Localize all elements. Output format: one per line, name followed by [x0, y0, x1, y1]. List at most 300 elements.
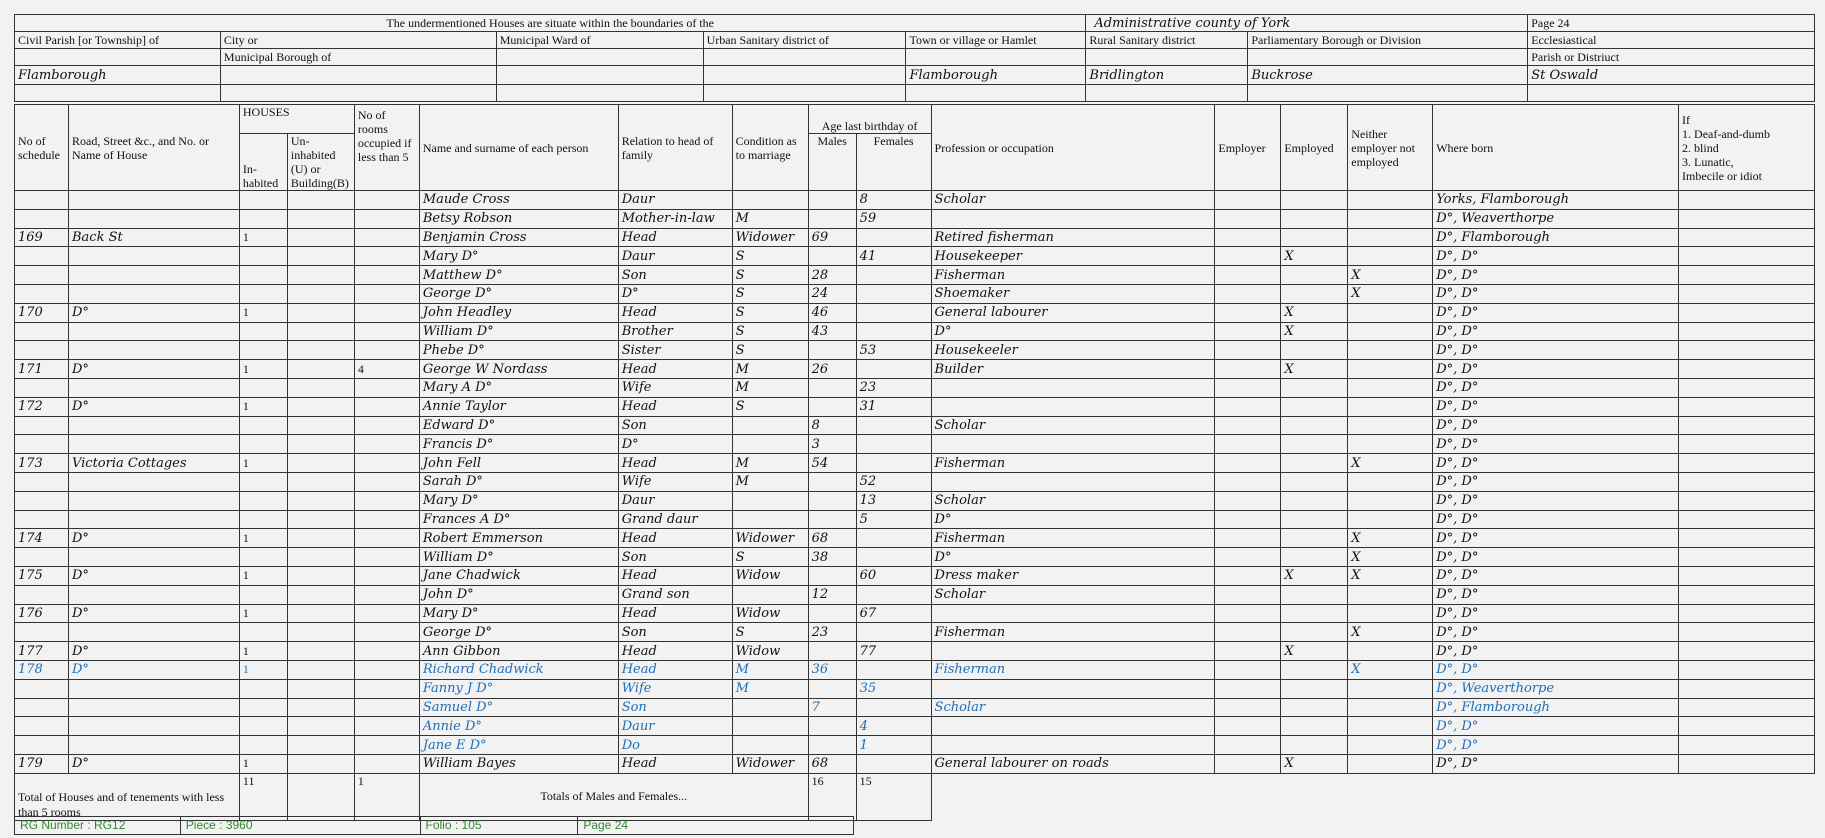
cell-inhabited: 1 — [239, 454, 287, 473]
cell-males: 26 — [808, 360, 856, 379]
cell-employed — [1281, 378, 1348, 397]
table-row — [15, 266, 1815, 285]
cell-males: 28 — [808, 266, 856, 285]
cell-uninhabited — [287, 284, 354, 303]
census-sheet — [14, 14, 1815, 821]
cell-rooms — [354, 679, 419, 698]
cell-rooms — [354, 284, 419, 303]
cell-males — [808, 397, 856, 416]
cell-rooms — [354, 642, 419, 661]
cell-occupation: D° — [931, 322, 1215, 341]
cell-road: D° — [68, 360, 239, 379]
cell-employed — [1281, 510, 1348, 529]
table-row — [15, 736, 1815, 755]
cell-relation: Son — [618, 698, 732, 717]
cell-condition: M — [732, 378, 808, 397]
cell-road: D° — [68, 604, 239, 623]
cell-birthplace: D°, D° — [1433, 472, 1679, 491]
cell-birthplace: D°, D° — [1433, 247, 1679, 266]
cell-schedule: 177 — [15, 642, 69, 661]
cell-condition: S — [732, 623, 808, 642]
table-row — [15, 566, 1815, 585]
cell-road: Back St — [68, 228, 239, 247]
cell-birthplace: D°, D° — [1433, 623, 1679, 642]
cell-rooms — [354, 736, 419, 755]
cell-rooms — [354, 585, 419, 604]
cell-neither — [1348, 698, 1433, 717]
cell-occupation: Shoemaker — [931, 284, 1215, 303]
cell-infirmity — [1679, 660, 1815, 679]
cell-inhabited — [239, 510, 287, 529]
cell-schedule — [15, 322, 69, 341]
cell-occupation: Scholar — [931, 698, 1215, 717]
cell-name: Mary D° — [419, 491, 618, 510]
cell-neither — [1348, 247, 1433, 266]
cell-occupation: D° — [931, 548, 1215, 567]
cell-occupation: Builder — [931, 360, 1215, 379]
cell-infirmity — [1679, 378, 1815, 397]
cell-neither: X — [1348, 266, 1433, 285]
cell-uninhabited — [287, 754, 354, 773]
col-employed: Employed — [1281, 105, 1348, 191]
cell-uninhabited — [287, 435, 354, 454]
cell-occupation: Fisherman — [931, 529, 1215, 548]
cell-neither — [1348, 397, 1433, 416]
table-row — [15, 548, 1815, 567]
cell-employed: X — [1281, 322, 1348, 341]
cell-infirmity — [1679, 585, 1815, 604]
cell-inhabited: 1 — [239, 228, 287, 247]
cell-schedule — [15, 472, 69, 491]
table-row — [15, 698, 1815, 717]
cell-neither — [1348, 491, 1433, 510]
cell-employer — [1215, 604, 1281, 623]
cell-males: 7 — [808, 698, 856, 717]
parish-district-label: Parish or Distriuct — [1528, 49, 1815, 66]
cell-males: 46 — [808, 303, 856, 322]
cell-neither — [1348, 360, 1433, 379]
cell-birthplace: D°, D° — [1433, 491, 1679, 510]
cell-employer — [1215, 191, 1281, 210]
cell-condition — [732, 510, 808, 529]
cell-occupation — [931, 435, 1215, 454]
cell-condition: Widower — [732, 529, 808, 548]
cell-neither — [1348, 191, 1433, 210]
cell-females: 5 — [856, 510, 931, 529]
cell-males: 68 — [808, 529, 856, 548]
totals-inhabited: 11 — [239, 773, 287, 820]
cell-infirmity — [1679, 284, 1815, 303]
col-employer: Employer — [1215, 105, 1281, 191]
cell-males — [808, 472, 856, 491]
cell-males: 43 — [808, 322, 856, 341]
cell-road: D° — [68, 660, 239, 679]
cell-males — [808, 717, 856, 736]
cell-employed — [1281, 454, 1348, 473]
cell-females: 60 — [856, 566, 931, 585]
cell-schedule — [15, 717, 69, 736]
cell-occupation — [931, 209, 1215, 228]
cell-schedule: 173 — [15, 454, 69, 473]
totals — [15, 773, 1815, 820]
table-row — [15, 623, 1815, 642]
cell-males: 23 — [808, 623, 856, 642]
cell-condition: S — [732, 266, 808, 285]
cell-relation: Daur — [618, 717, 732, 736]
cell-employed: X — [1281, 642, 1348, 661]
cell-condition: S — [732, 548, 808, 567]
cell-rooms — [354, 228, 419, 247]
cell-relation: Wife — [618, 378, 732, 397]
cell-name: William D° — [419, 322, 618, 341]
cell-uninhabited — [287, 303, 354, 322]
cell-occupation: Fisherman — [931, 266, 1215, 285]
cell-employer — [1215, 472, 1281, 491]
cell-uninhabited — [287, 717, 354, 736]
col-born: Where born — [1433, 105, 1679, 191]
totals-males: 16 — [808, 773, 856, 820]
cell-birthplace: D°, D° — [1433, 341, 1679, 360]
cell-road — [68, 491, 239, 510]
cell-females — [856, 754, 931, 773]
cell-name: William Bayes — [419, 754, 618, 773]
cell-employed — [1281, 548, 1348, 567]
cell-condition: S — [732, 341, 808, 360]
cell-employer — [1215, 397, 1281, 416]
cell-females: 13 — [856, 491, 931, 510]
footer-rg: RG Number : RG12 — [15, 817, 181, 834]
cell-relation: Wife — [618, 679, 732, 698]
cell-name: John Fell — [419, 454, 618, 473]
cell-condition — [732, 491, 808, 510]
cell-condition: S — [732, 247, 808, 266]
cell-name: Samuel D° — [419, 698, 618, 717]
cell-relation: Head — [618, 604, 732, 623]
cell-condition — [732, 435, 808, 454]
cell-condition: Widower — [732, 754, 808, 773]
cell-occupation — [931, 679, 1215, 698]
cell-inhabited — [239, 585, 287, 604]
cell-neither: X — [1348, 284, 1433, 303]
cell-males: 12 — [808, 585, 856, 604]
cell-relation: Head — [618, 566, 732, 585]
table-row — [15, 754, 1815, 773]
cell-males: 36 — [808, 660, 856, 679]
cell-infirmity — [1679, 642, 1815, 661]
cell-rooms — [354, 566, 419, 585]
town-village-label: Town or village or Hamlet — [906, 32, 1086, 49]
cell-schedule — [15, 698, 69, 717]
cell-rooms — [354, 604, 419, 623]
cell-males — [808, 736, 856, 755]
cell-occupation: Scholar — [931, 191, 1215, 210]
cell-males — [808, 566, 856, 585]
cell-employer — [1215, 642, 1281, 661]
cell-schedule — [15, 247, 69, 266]
cell-birthplace: D°, D° — [1433, 585, 1679, 604]
cell-name: John D° — [419, 585, 618, 604]
cell-rooms — [354, 322, 419, 341]
cell-relation: Head — [618, 754, 732, 773]
cell-road — [68, 191, 239, 210]
cell-infirmity — [1679, 698, 1815, 717]
cell-uninhabited — [287, 585, 354, 604]
cell-name: Fanny J D° — [419, 679, 618, 698]
cell-road — [68, 378, 239, 397]
cell-birthplace: D°, D° — [1433, 416, 1679, 435]
city-label: City or — [220, 32, 496, 49]
cell-schedule — [15, 491, 69, 510]
cell-infirmity — [1679, 397, 1815, 416]
cell-schedule — [15, 209, 69, 228]
cell-birthplace: D°, D° — [1433, 303, 1679, 322]
cell-birthplace: D°, Flamborough — [1433, 698, 1679, 717]
cell-employed — [1281, 341, 1348, 360]
cell-neither: X — [1348, 454, 1433, 473]
cell-employed — [1281, 397, 1348, 416]
cell-occupation: Housekeeler — [931, 341, 1215, 360]
rural-sanitary-label: Rural Sanitary district — [1086, 32, 1248, 49]
cell-inhabited: 1 — [239, 660, 287, 679]
cell-condition — [732, 698, 808, 717]
cell-name: Francis D° — [419, 435, 618, 454]
cell-females: 8 — [856, 191, 931, 210]
municipal-borough-label: Municipal Borough of — [220, 49, 496, 66]
col-neither: Neither employer not employed — [1348, 105, 1433, 191]
page-label: Page 24 — [1528, 15, 1815, 32]
cell-employer — [1215, 435, 1281, 454]
cell-males: 54 — [808, 454, 856, 473]
cell-road — [68, 548, 239, 567]
cell-males — [808, 679, 856, 698]
cell-uninhabited — [287, 378, 354, 397]
cell-employed: X — [1281, 303, 1348, 322]
cell-neither: X — [1348, 529, 1433, 548]
cell-inhabited — [239, 284, 287, 303]
cell-schedule: 178 — [15, 660, 69, 679]
cell-inhabited — [239, 247, 287, 266]
cell-uninhabited — [287, 191, 354, 210]
table-row — [15, 209, 1815, 228]
cell-employer — [1215, 660, 1281, 679]
cell-condition — [732, 717, 808, 736]
cell-infirmity — [1679, 736, 1815, 755]
cell-birthplace: D°, D° — [1433, 717, 1679, 736]
cell-uninhabited — [287, 679, 354, 698]
cell-relation: Sister — [618, 341, 732, 360]
cell-name: Betsy Robson — [419, 209, 618, 228]
cell-relation: Son — [618, 266, 732, 285]
cell-road — [68, 247, 239, 266]
cell-females — [856, 435, 931, 454]
cell-uninhabited — [287, 416, 354, 435]
col-houses: HOUSES — [239, 105, 354, 134]
cell-females: 53 — [856, 341, 931, 360]
cell-occupation: Dress maker — [931, 566, 1215, 585]
cell-infirmity — [1679, 416, 1815, 435]
cell-neither — [1348, 642, 1433, 661]
cell-relation: Do — [618, 736, 732, 755]
col-schedule: No of schedule — [15, 105, 69, 191]
cell-schedule: 169 — [15, 228, 69, 247]
cell-infirmity — [1679, 491, 1815, 510]
cell-condition: M — [732, 360, 808, 379]
cell-employer — [1215, 698, 1281, 717]
cell-employer — [1215, 585, 1281, 604]
col-road: Road, Street &c., and No. or Name of House — [68, 105, 239, 191]
cell-birthplace: D°, D° — [1433, 360, 1679, 379]
cell-females: 35 — [856, 679, 931, 698]
cell-inhabited: 1 — [239, 529, 287, 548]
cell-road — [68, 341, 239, 360]
cell-road — [68, 284, 239, 303]
cell-occupation: Housekeeper — [931, 247, 1215, 266]
infirmity-label: If — [1682, 112, 1691, 127]
cell-inhabited — [239, 435, 287, 454]
cell-birthplace: D°, D° — [1433, 642, 1679, 661]
col-profession: Profession or occupation — [931, 105, 1215, 191]
cell-condition: S — [732, 397, 808, 416]
cell-uninhabited — [287, 228, 354, 247]
cell-males — [808, 191, 856, 210]
cell-females: 67 — [856, 604, 931, 623]
cell-neither — [1348, 585, 1433, 604]
cell-females: 23 — [856, 378, 931, 397]
table-row — [15, 397, 1815, 416]
cell-neither — [1348, 303, 1433, 322]
cell-infirmity — [1679, 754, 1815, 773]
cell-relation: Head — [618, 642, 732, 661]
cell-inhabited — [239, 322, 287, 341]
cell-inhabited — [239, 266, 287, 285]
table-row — [15, 660, 1815, 679]
cell-name: Matthew D° — [419, 266, 618, 285]
cell-males: 38 — [808, 548, 856, 567]
cell-relation: D° — [618, 435, 732, 454]
cell-occupation: General labourer — [931, 303, 1215, 322]
table-row — [15, 679, 1815, 698]
cell-inhabited: 1 — [239, 566, 287, 585]
cell-inhabited — [239, 378, 287, 397]
cell-relation: Son — [618, 548, 732, 567]
cell-uninhabited — [287, 322, 354, 341]
infirmity-opt-2: 2. blind — [1682, 140, 1719, 155]
cell-employed — [1281, 228, 1348, 247]
cell-employed: X — [1281, 754, 1348, 773]
census-rows — [15, 191, 1815, 774]
ecclesiastical-value: St Oswald — [1528, 66, 1815, 85]
cell-females: 31 — [856, 397, 931, 416]
table-row — [15, 604, 1815, 623]
cell-birthplace: D°, D° — [1433, 529, 1679, 548]
cell-employer — [1215, 529, 1281, 548]
cell-employer — [1215, 754, 1281, 773]
cell-rooms — [354, 303, 419, 322]
cell-females — [856, 303, 931, 322]
cell-rooms — [354, 548, 419, 567]
cell-infirmity — [1679, 717, 1815, 736]
census-table — [14, 104, 1815, 821]
cell-infirmity — [1679, 623, 1815, 642]
cell-rooms: 4 — [354, 360, 419, 379]
cell-inhabited — [239, 698, 287, 717]
cell-rooms — [354, 623, 419, 642]
table-row — [15, 228, 1815, 247]
cell-birthplace: D°, Flamborough — [1433, 228, 1679, 247]
cell-rooms — [354, 698, 419, 717]
cell-neither — [1348, 472, 1433, 491]
cell-occupation — [931, 717, 1215, 736]
cell-name: Phebe D° — [419, 341, 618, 360]
cell-neither — [1348, 717, 1433, 736]
cell-road — [68, 322, 239, 341]
cell-condition: Widower — [732, 228, 808, 247]
cell-neither — [1348, 510, 1433, 529]
cell-neither — [1348, 435, 1433, 454]
cell-males: 3 — [808, 435, 856, 454]
cell-employed: X — [1281, 247, 1348, 266]
cell-relation: Daur — [618, 491, 732, 510]
cell-name: Jane Chadwick — [419, 566, 618, 585]
cell-employed — [1281, 623, 1348, 642]
cell-relation: Brother — [618, 322, 732, 341]
cell-schedule — [15, 736, 69, 755]
cell-relation: Daur — [618, 247, 732, 266]
cell-condition — [732, 191, 808, 210]
cell-employer — [1215, 209, 1281, 228]
cell-road — [68, 585, 239, 604]
cell-neither — [1348, 228, 1433, 247]
cell-relation: Head — [618, 454, 732, 473]
cell-employer — [1215, 548, 1281, 567]
cell-uninhabited — [287, 623, 354, 642]
cell-road: D° — [68, 397, 239, 416]
cell-schedule — [15, 284, 69, 303]
cell-road: D° — [68, 566, 239, 585]
cell-employed — [1281, 585, 1348, 604]
cell-employer — [1215, 303, 1281, 322]
cell-females: 52 — [856, 472, 931, 491]
cell-rooms — [354, 529, 419, 548]
cell-schedule — [15, 435, 69, 454]
cell-uninhabited — [287, 548, 354, 567]
cell-neither — [1348, 341, 1433, 360]
cell-birthplace: D°, D° — [1433, 378, 1679, 397]
totals-rooms: 1 — [354, 773, 419, 820]
col-age: Age last birthday of — [808, 105, 931, 134]
cell-employer — [1215, 491, 1281, 510]
cell-relation: D° — [618, 284, 732, 303]
cell-neither: X — [1348, 660, 1433, 679]
cell-schedule — [15, 378, 69, 397]
cell-females: 59 — [856, 209, 931, 228]
footer-piece: Piece : 3960 — [181, 817, 421, 834]
cell-name: Mary A D° — [419, 378, 618, 397]
cell-relation: Son — [618, 416, 732, 435]
cell-males — [808, 209, 856, 228]
cell-employed — [1281, 698, 1348, 717]
urban-sanitary-label: Urban Sanitary district of — [703, 32, 906, 49]
cell-males — [808, 510, 856, 529]
county-name: Administrative county of York — [1086, 15, 1528, 32]
cell-employer — [1215, 510, 1281, 529]
cell-employed: X — [1281, 566, 1348, 585]
cell-schedule — [15, 548, 69, 567]
cell-occupation: General labourer on roads — [931, 754, 1215, 773]
cell-infirmity — [1679, 266, 1815, 285]
cell-uninhabited — [287, 604, 354, 623]
cell-uninhabited — [287, 247, 354, 266]
